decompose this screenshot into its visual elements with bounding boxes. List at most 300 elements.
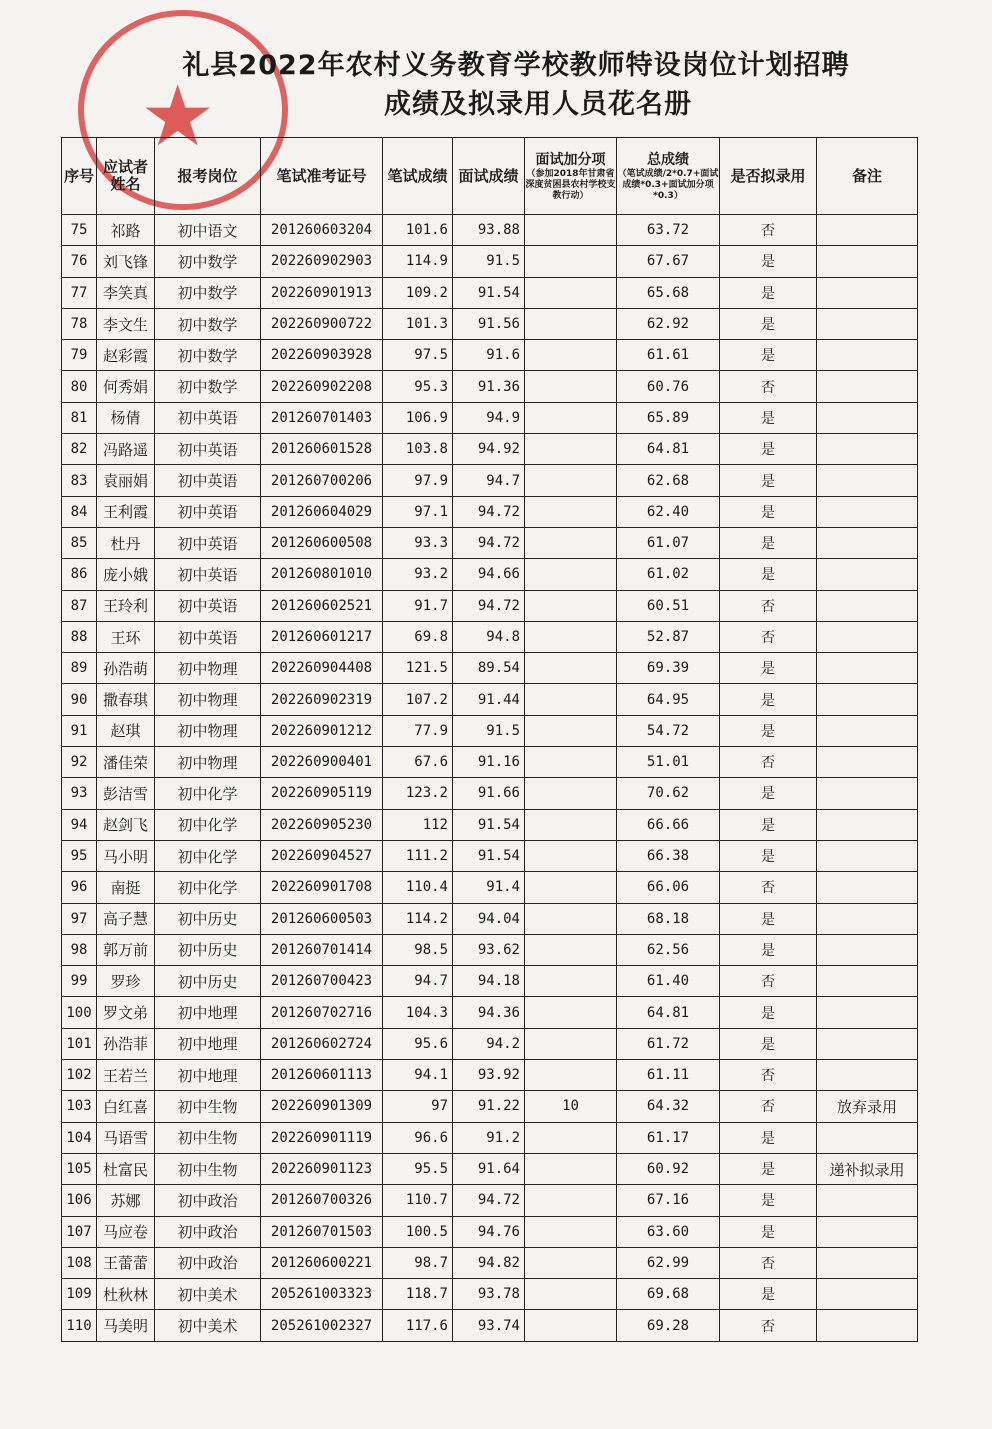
- post-cell: 初中英语: [155, 621, 261, 652]
- bonus-cell: [525, 997, 617, 1028]
- table-row: [62, 997, 918, 1028]
- hire-status-cell: 是: [720, 715, 817, 746]
- bonus-cell: [525, 840, 617, 871]
- ticket-cell: 201260700206: [261, 465, 383, 496]
- remark-cell: [817, 840, 918, 871]
- table-row: [62, 559, 918, 590]
- written-score-cell: 110.7: [383, 1185, 453, 1216]
- remark-cell: [817, 997, 918, 1028]
- table-row: [62, 1153, 918, 1184]
- interview-score-cell: 91.64: [453, 1153, 525, 1184]
- seq-cell: 110: [62, 1310, 97, 1341]
- seq-cell: 83: [62, 465, 97, 496]
- interview-score-cell: 94.7: [453, 465, 525, 496]
- seq-cell: 90: [62, 684, 97, 715]
- seq-cell: 108: [62, 1247, 97, 1278]
- table-row: [62, 1091, 918, 1122]
- name-cell: 王利霞: [97, 496, 155, 527]
- ticket-cell: 201260602521: [261, 590, 383, 621]
- hire-status-cell: 是: [720, 1122, 817, 1153]
- hire-status-cell: 是: [720, 809, 817, 840]
- hire-status-cell: 否: [720, 747, 817, 778]
- total-score-cell: 52.87: [617, 621, 720, 652]
- written-score-cell: 94.7: [383, 966, 453, 997]
- post-cell: 初中生物: [155, 1122, 261, 1153]
- seq-cell: 87: [62, 590, 97, 621]
- header-post: 报考岗位: [155, 138, 261, 215]
- name-cell: 赵琪: [97, 715, 155, 746]
- ticket-cell: 201260701403: [261, 402, 383, 433]
- seq-cell: 106: [62, 1185, 97, 1216]
- post-cell: 初中英语: [155, 559, 261, 590]
- total-score-cell: 67.16: [617, 1185, 720, 1216]
- remark-cell: [817, 277, 918, 308]
- post-cell: 初中数学: [155, 308, 261, 339]
- table-body: [62, 215, 918, 1342]
- remark-cell: [817, 903, 918, 934]
- total-score-cell: 61.02: [617, 559, 720, 590]
- interview-score-cell: 93.92: [453, 1060, 525, 1091]
- interview-score-cell: 91.54: [453, 840, 525, 871]
- total-score-cell: 60.51: [617, 590, 720, 621]
- name-cell: 李笑真: [97, 277, 155, 308]
- written-score-cell: 77.9: [383, 715, 453, 746]
- remark-cell: [817, 621, 918, 652]
- table-row: [62, 778, 918, 809]
- name-cell: 彭洁雪: [97, 778, 155, 809]
- page-title-line2: 成绩及拟录用人员花名册: [384, 89, 692, 120]
- total-score-cell: 69.39: [617, 653, 720, 684]
- table-row: [62, 527, 918, 558]
- table-row: [62, 1185, 918, 1216]
- table-row: [62, 840, 918, 871]
- hire-status-cell: 否: [720, 1091, 817, 1122]
- remark-cell: [817, 215, 918, 246]
- interview-score-cell: 94.2: [453, 1028, 525, 1059]
- interview-score-cell: 94.8: [453, 621, 525, 652]
- results-table: [61, 137, 918, 1342]
- written-score-cell: 106.9: [383, 402, 453, 433]
- bonus-cell: [525, 465, 617, 496]
- table-row: [62, 653, 918, 684]
- post-cell: 初中历史: [155, 966, 261, 997]
- interview-score-cell: 94.04: [453, 903, 525, 934]
- table-row: [62, 340, 918, 371]
- total-score-cell: 65.68: [617, 277, 720, 308]
- post-cell: 初中物理: [155, 653, 261, 684]
- total-score-cell: 62.40: [617, 496, 720, 527]
- bonus-cell: [525, 1028, 617, 1059]
- post-cell: 初中物理: [155, 747, 261, 778]
- hire-status-cell: 是: [720, 1153, 817, 1184]
- remark-cell: [817, 465, 918, 496]
- table-row: [62, 1122, 918, 1153]
- hire-status-cell: 否: [720, 371, 817, 402]
- interview-score-cell: 93.62: [453, 934, 525, 965]
- seq-cell: 109: [62, 1279, 97, 1310]
- table-row: [62, 371, 918, 402]
- ticket-cell: 201260701503: [261, 1216, 383, 1247]
- written-score-cell: 94.1: [383, 1060, 453, 1091]
- name-cell: 马应卷: [97, 1216, 155, 1247]
- seq-cell: 92: [62, 747, 97, 778]
- table-row: [62, 1060, 918, 1091]
- ticket-cell: 202260900401: [261, 747, 383, 778]
- interview-score-cell: 91.6: [453, 340, 525, 371]
- name-cell: 马小明: [97, 840, 155, 871]
- interview-score-cell: 93.88: [453, 215, 525, 246]
- table-row: [62, 684, 918, 715]
- post-cell: 初中英语: [155, 527, 261, 558]
- interview-score-cell: 93.78: [453, 1279, 525, 1310]
- hire-status-cell: 是: [720, 903, 817, 934]
- hire-status-cell: 是: [720, 277, 817, 308]
- written-score-cell: 67.6: [383, 747, 453, 778]
- bonus-cell: [525, 559, 617, 590]
- total-score-cell: 66.38: [617, 840, 720, 871]
- table-row: [62, 277, 918, 308]
- hire-status-cell: 否: [720, 1247, 817, 1278]
- name-cell: 马美明: [97, 1310, 155, 1341]
- seq-cell: 96: [62, 872, 97, 903]
- bonus-cell: [525, 747, 617, 778]
- table-row: [62, 402, 918, 433]
- interview-score-cell: 94.76: [453, 1216, 525, 1247]
- remark-cell: [817, 1028, 918, 1059]
- total-score-cell: 61.61: [617, 340, 720, 371]
- remark-cell: 放弃录用: [817, 1091, 918, 1122]
- hire-status-cell: 是: [720, 840, 817, 871]
- header-seq: 序号: [62, 138, 97, 215]
- written-score-cell: 97.1: [383, 496, 453, 527]
- remark-cell: [817, 527, 918, 558]
- bonus-cell: [525, 527, 617, 558]
- header-total-note: （笔试成绩/2*0.7+面试成绩*0.3+面试加分项*0.3）: [617, 168, 719, 201]
- total-score-cell: 62.56: [617, 934, 720, 965]
- bonus-cell: [525, 308, 617, 339]
- written-score-cell: 96.6: [383, 1122, 453, 1153]
- written-score-cell: 104.3: [383, 997, 453, 1028]
- bonus-cell: [525, 1310, 617, 1341]
- total-score-cell: 61.11: [617, 1060, 720, 1091]
- total-score-cell: 63.72: [617, 215, 720, 246]
- ticket-cell: 202260901119: [261, 1122, 383, 1153]
- total-score-cell: 61.72: [617, 1028, 720, 1059]
- ticket-cell: 202260901309: [261, 1091, 383, 1122]
- table-row: [62, 308, 918, 339]
- name-cell: 王环: [97, 621, 155, 652]
- seq-cell: 107: [62, 1216, 97, 1247]
- total-score-cell: 64.32: [617, 1091, 720, 1122]
- written-score-cell: 95.6: [383, 1028, 453, 1059]
- bonus-cell: [525, 1247, 617, 1278]
- name-cell: 刘飞锋: [97, 246, 155, 277]
- written-score-cell: 95.3: [383, 371, 453, 402]
- seq-cell: 103: [62, 1091, 97, 1122]
- header-bonus-title: 面试加分项: [535, 151, 606, 168]
- remark-cell: [817, 684, 918, 715]
- table-row: [62, 1310, 918, 1341]
- written-score-cell: 109.2: [383, 277, 453, 308]
- bonus-cell: [525, 684, 617, 715]
- seq-cell: 100: [62, 997, 97, 1028]
- written-score-cell: 118.7: [383, 1279, 453, 1310]
- seq-cell: 97: [62, 903, 97, 934]
- ticket-cell: 201260601217: [261, 621, 383, 652]
- total-score-cell: 64.81: [617, 997, 720, 1028]
- interview-score-cell: 91.2: [453, 1122, 525, 1153]
- ticket-cell: 202260900722: [261, 308, 383, 339]
- seq-cell: 104: [62, 1122, 97, 1153]
- name-cell: 撒春琪: [97, 684, 155, 715]
- header-bonus: [525, 138, 617, 215]
- interview-score-cell: 94.18: [453, 966, 525, 997]
- header-name: 应试者姓名: [97, 138, 155, 215]
- post-cell: 初中物理: [155, 715, 261, 746]
- hire-status-cell: 是: [720, 308, 817, 339]
- post-cell: 初中物理: [155, 684, 261, 715]
- hire-status-cell: 否: [720, 1310, 817, 1341]
- seq-cell: 86: [62, 559, 97, 590]
- post-cell: 初中生物: [155, 1153, 261, 1184]
- seq-cell: 93: [62, 778, 97, 809]
- interview-score-cell: 94.92: [453, 434, 525, 465]
- total-score-cell: 61.17: [617, 1122, 720, 1153]
- remark-cell: [817, 934, 918, 965]
- ticket-cell: 202260901708: [261, 872, 383, 903]
- hire-status-cell: 否: [720, 590, 817, 621]
- hire-status-cell: 是: [720, 684, 817, 715]
- seq-cell: 99: [62, 966, 97, 997]
- ticket-cell: 202260901913: [261, 277, 383, 308]
- hire-status-cell: 是: [720, 559, 817, 590]
- interview-score-cell: 94.72: [453, 590, 525, 621]
- name-cell: 王蕾蕾: [97, 1247, 155, 1278]
- written-score-cell: 69.8: [383, 621, 453, 652]
- name-cell: 高子慧: [97, 903, 155, 934]
- name-cell: 潘佳荣: [97, 747, 155, 778]
- post-cell: 初中历史: [155, 934, 261, 965]
- post-cell: 初中数学: [155, 371, 261, 402]
- interview-score-cell: 94.72: [453, 527, 525, 558]
- post-cell: 初中美术: [155, 1310, 261, 1341]
- hire-status-cell: 是: [720, 1028, 817, 1059]
- interview-score-cell: 94.36: [453, 997, 525, 1028]
- table-row: [62, 747, 918, 778]
- table-row: [62, 872, 918, 903]
- total-score-cell: 65.89: [617, 402, 720, 433]
- interview-score-cell: 91.54: [453, 809, 525, 840]
- name-cell: 南挺: [97, 872, 155, 903]
- written-score-cell: 112: [383, 809, 453, 840]
- hire-status-cell: 是: [720, 402, 817, 433]
- remark-cell: [817, 1122, 918, 1153]
- total-score-cell: 54.72: [617, 715, 720, 746]
- interview-score-cell: 91.54: [453, 277, 525, 308]
- name-cell: 何秀娟: [97, 371, 155, 402]
- total-score-cell: 64.95: [617, 684, 720, 715]
- remark-cell: [817, 747, 918, 778]
- hire-status-cell: 否: [720, 621, 817, 652]
- remark-cell: [817, 340, 918, 371]
- written-score-cell: 107.2: [383, 684, 453, 715]
- remark-cell: [817, 1247, 918, 1278]
- total-score-cell: 64.81: [617, 434, 720, 465]
- remark-cell: [817, 402, 918, 433]
- post-cell: 初中政治: [155, 1247, 261, 1278]
- interview-score-cell: 94.82: [453, 1247, 525, 1278]
- table-row: [62, 621, 918, 652]
- post-cell: 初中英语: [155, 434, 261, 465]
- name-cell: 庞小娥: [97, 559, 155, 590]
- total-score-cell: 67.67: [617, 246, 720, 277]
- post-cell: 初中数学: [155, 340, 261, 371]
- header-written: 笔试成绩: [383, 138, 453, 215]
- total-score-cell: 69.28: [617, 1310, 720, 1341]
- post-cell: 初中历史: [155, 903, 261, 934]
- post-cell: 初中美术: [155, 1279, 261, 1310]
- written-score-cell: 97: [383, 1091, 453, 1122]
- header-hire: 是否拟录用: [720, 138, 817, 215]
- post-cell: 初中地理: [155, 1060, 261, 1091]
- ticket-cell: 202260904527: [261, 840, 383, 871]
- remark-cell: [817, 559, 918, 590]
- bonus-cell: [525, 496, 617, 527]
- written-score-cell: 95.5: [383, 1153, 453, 1184]
- remark-cell: [817, 246, 918, 277]
- ticket-cell: 201260600221: [261, 1247, 383, 1278]
- bonus-cell: [525, 903, 617, 934]
- bonus-cell: [525, 340, 617, 371]
- written-score-cell: 100.5: [383, 1216, 453, 1247]
- bonus-cell: [525, 1279, 617, 1310]
- seq-cell: 85: [62, 527, 97, 558]
- ticket-cell: 201260604029: [261, 496, 383, 527]
- interview-score-cell: 91.56: [453, 308, 525, 339]
- remark-cell: [817, 496, 918, 527]
- post-cell: 初中数学: [155, 246, 261, 277]
- total-score-cell: 60.76: [617, 371, 720, 402]
- total-score-cell: 70.62: [617, 778, 720, 809]
- table-row: [62, 903, 918, 934]
- interview-score-cell: 91.36: [453, 371, 525, 402]
- hire-status-cell: 是: [720, 778, 817, 809]
- table-row: [62, 934, 918, 965]
- written-score-cell: 121.5: [383, 653, 453, 684]
- written-score-cell: 91.7: [383, 590, 453, 621]
- seq-cell: 88: [62, 621, 97, 652]
- bonus-cell: [525, 934, 617, 965]
- post-cell: 初中化学: [155, 778, 261, 809]
- hire-status-cell: 是: [720, 527, 817, 558]
- ticket-cell: 201260603204: [261, 215, 383, 246]
- post-cell: 初中英语: [155, 496, 261, 527]
- seq-cell: 77: [62, 277, 97, 308]
- header-bonus-note: （参加2018年甘肃省深度贫困县农村学校支教行动）: [525, 168, 616, 201]
- bonus-cell: [525, 1060, 617, 1091]
- remark-cell: [817, 872, 918, 903]
- remark-cell: [817, 308, 918, 339]
- written-score-cell: 110.4: [383, 872, 453, 903]
- name-cell: 杜秋林: [97, 1279, 155, 1310]
- remark-cell: [817, 1185, 918, 1216]
- header-total: [617, 138, 720, 215]
- table-row: [62, 809, 918, 840]
- seq-cell: 95: [62, 840, 97, 871]
- bonus-cell: [525, 715, 617, 746]
- bonus-cell: 10: [525, 1091, 617, 1122]
- bonus-cell: [525, 402, 617, 433]
- name-cell: 白红喜: [97, 1091, 155, 1122]
- written-score-cell: 114.2: [383, 903, 453, 934]
- table-row: [62, 434, 918, 465]
- remark-cell: [817, 1060, 918, 1091]
- hire-status-cell: 是: [720, 465, 817, 496]
- written-score-cell: 101.6: [383, 215, 453, 246]
- interview-score-cell: 91.44: [453, 684, 525, 715]
- ticket-cell: 202260905119: [261, 778, 383, 809]
- ticket-cell: 202260904408: [261, 653, 383, 684]
- header-ticket: 笔试准考证号: [261, 138, 383, 215]
- remark-cell: [817, 1216, 918, 1247]
- name-cell: 郭万前: [97, 934, 155, 965]
- name-cell: 孙浩萌: [97, 653, 155, 684]
- post-cell: 初中政治: [155, 1216, 261, 1247]
- bonus-cell: [525, 966, 617, 997]
- hire-status-cell: 否: [720, 872, 817, 903]
- ticket-cell: 202260902903: [261, 246, 383, 277]
- interview-score-cell: 91.66: [453, 778, 525, 809]
- written-score-cell: 103.8: [383, 434, 453, 465]
- written-score-cell: 98.5: [383, 934, 453, 965]
- total-score-cell: 62.99: [617, 1247, 720, 1278]
- ticket-cell: 205261002327: [261, 1310, 383, 1341]
- post-cell: 初中语文: [155, 215, 261, 246]
- bonus-cell: [525, 1185, 617, 1216]
- interview-score-cell: 91.5: [453, 715, 525, 746]
- remark-cell: [817, 1310, 918, 1341]
- ticket-cell: 201260700326: [261, 1185, 383, 1216]
- interview-score-cell: 93.74: [453, 1310, 525, 1341]
- remark-cell: [817, 434, 918, 465]
- name-cell: 王玲利: [97, 590, 155, 621]
- header-total-title: 总成绩: [647, 151, 689, 168]
- table-row: [62, 215, 918, 246]
- name-cell: 杜丹: [97, 527, 155, 558]
- ticket-cell: 201260600508: [261, 527, 383, 558]
- seq-cell: 105: [62, 1153, 97, 1184]
- seq-cell: 101: [62, 1028, 97, 1059]
- bonus-cell: [525, 246, 617, 277]
- written-score-cell: 97.5: [383, 340, 453, 371]
- bonus-cell: [525, 277, 617, 308]
- name-cell: 杨倩: [97, 402, 155, 433]
- interview-score-cell: 94.72: [453, 1185, 525, 1216]
- table-header-row: [62, 138, 918, 215]
- ticket-cell: 201260601528: [261, 434, 383, 465]
- remark-cell: [817, 590, 918, 621]
- total-score-cell: 66.06: [617, 872, 720, 903]
- bonus-cell: [525, 621, 617, 652]
- total-score-cell: 63.60: [617, 1216, 720, 1247]
- table-row: [62, 1279, 918, 1310]
- post-cell: 初中英语: [155, 402, 261, 433]
- ticket-cell: 202260903928: [261, 340, 383, 371]
- seq-cell: 82: [62, 434, 97, 465]
- name-cell: 王若兰: [97, 1060, 155, 1091]
- post-cell: 初中化学: [155, 872, 261, 903]
- ticket-cell: 205261003323: [261, 1279, 383, 1310]
